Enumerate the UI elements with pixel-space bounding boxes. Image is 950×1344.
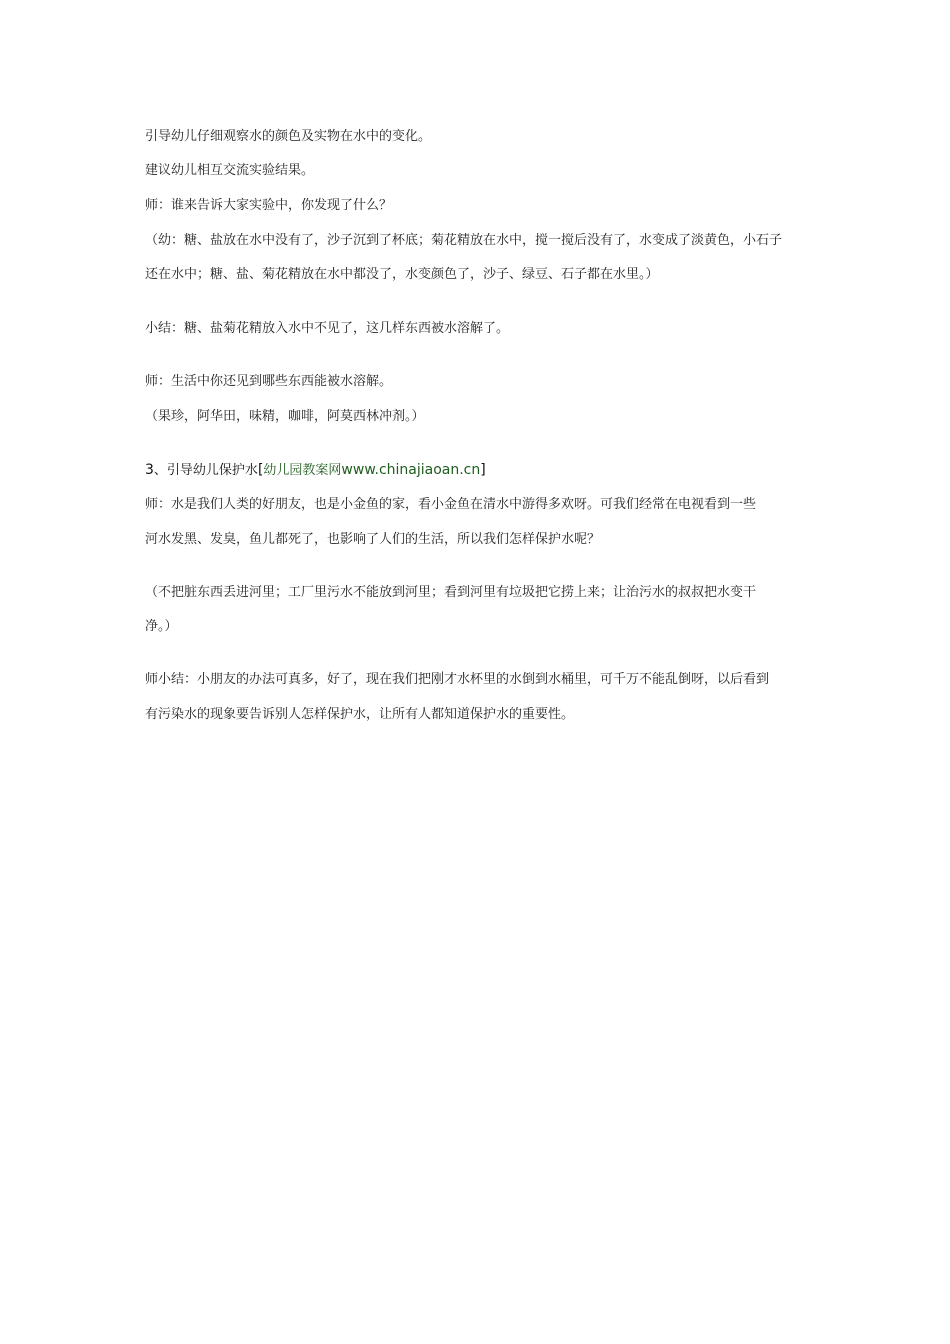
teacher-summary-line-2: 有污染水的现象要告诉别人怎样保护水，让所有人都知道保护水的重要性。: [145, 707, 575, 722]
teacher-water-line-1: 师：水是我们人类的好朋友，也是小金鱼的家，看小金鱼在清水中游得多欢呀。可我们经常在电视看到一些: [145, 497, 757, 512]
bracket-close: ]: [480, 462, 486, 478]
teacher-question: 师：谁来告诉大家实验中，你发现了什么？: [145, 198, 393, 213]
paragraph-exchange: 建议幼儿相互交流实验结果。: [145, 163, 315, 178]
site-link-url[interactable]: www.chinajiaoan.cn: [341, 462, 481, 478]
site-link-name[interactable]: 幼儿园教案网: [263, 463, 342, 478]
bracket-open: [: [257, 462, 264, 478]
section-title: 、引导幼儿保护水: [153, 463, 258, 478]
child-answer-line-2: 还在水中；糖、盐、菊花精放在水中都没了，水变颜色了，沙子、绿豆、石子都在水里。）: [145, 267, 659, 282]
protect-answer-line-1: （不把脏东西丢进河里；工厂里污水不能放到河里；看到河里有垃圾把它捞上来；让治污水的叔叔把水变干: [145, 585, 757, 600]
paragraph-observe: 引导幼儿仔细观察水的颜色及实物在水中的变化。: [145, 129, 432, 144]
summary-dissolve: 小结：糖、盐菊花精放入水中不见了，这几样东西被水溶解了。: [145, 321, 510, 336]
child-answer-line-1: （幼：糖、盐放在水中没有了，沙子沉到了杯底；菊花精放在水中，搅一搅后没有了，水变成了淡黄色，小石子: [145, 233, 783, 248]
teacher-summary-line-1: 师小结：小朋友的办法可真多，好了，现在我们把刚才水杯里的水倒到水桶里，可千万不能乱倒呀，以后看到: [145, 672, 770, 687]
protect-answer-line-2: 净。）: [145, 619, 178, 634]
section-number: 3: [145, 462, 154, 478]
examples-answer: （果珍，阿华田，味精，咖啡，阿莫西林冲剂。）: [145, 409, 425, 424]
teacher-life-question: 师：生活中你还见到哪些东西能被水溶解。: [145, 374, 393, 389]
teacher-water-line-2: 河水发黑、发臭，鱼儿都死了，也影响了人们的生活，所以我们怎样保护水呢？: [145, 532, 601, 547]
section-heading-3: [145, 461, 486, 480]
